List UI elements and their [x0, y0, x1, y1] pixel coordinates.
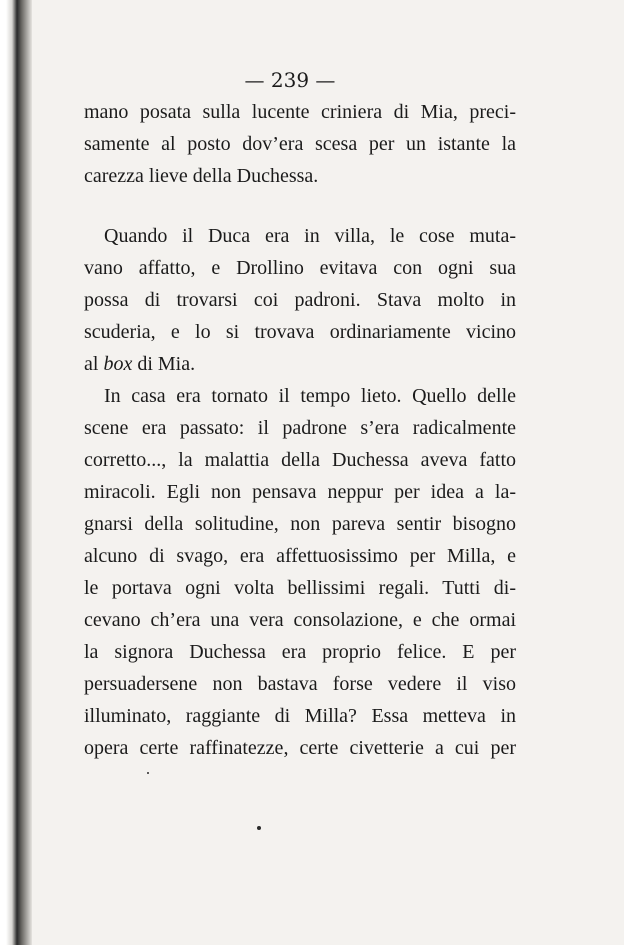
text-line: illuminato, raggiante di Milla? Essa metteva in: [84, 705, 516, 727]
ink-speck: [147, 772, 149, 774]
text-line: gnarsi della solitudine, non pareva sentir bisogno: [84, 513, 516, 535]
paragraph: [84, 220, 516, 380]
italic-word: box: [103, 353, 133, 375]
text-line: le portava ogni volta bellissimi regali. Tutti di-: [84, 577, 516, 599]
text-line: possa di trovarsi coi padroni. Stava molto in: [84, 289, 516, 311]
text-line: mano posata sulla lucente criniera di Mia, preci-: [84, 101, 516, 123]
text-line: alcuno di svago, era affettuosissimo per Milla, e: [84, 545, 516, 567]
paragraph: [84, 380, 516, 764]
text-line: miracoli. Egli non pensava neppur per idea a la-: [84, 481, 516, 503]
text-line: al box di Mia.: [84, 353, 196, 375]
text-line: vano affatto, e Drollino evitava con ogni sua: [84, 257, 516, 279]
ink-speck: [257, 826, 261, 830]
paragraph: [84, 96, 516, 192]
text-line: scuderia, e lo si trovava ordinariamente vicino: [84, 321, 516, 343]
page-binding-edge: [0, 0, 32, 945]
text-line: Quando il Duca era in villa, le cose muta-: [104, 225, 516, 247]
text-line: carezza lieve della Duchessa.: [84, 165, 319, 187]
text-line: cevano ch’era una vera consolazione, e che ormai: [84, 609, 516, 631]
text-line: corretto..., la malattia della Duchessa aveva fatto: [84, 449, 516, 471]
text-line: persuadersene non bastava forse vedere il viso: [84, 673, 516, 695]
text-line: samente al posto dov’era scesa per un istante la: [84, 133, 516, 155]
page-body: [84, 96, 516, 764]
text-line: opera certe raffinatezze, certe civetterie a cui per: [84, 737, 516, 759]
text-line: In casa era tornato il tempo lieto. Quello delle: [104, 385, 516, 407]
page-number-header: — 239 —: [244, 68, 336, 92]
text-line: scene era passato: il padrone s’era radicalmente: [84, 417, 516, 439]
text-line: la signora Duchessa era proprio felice. E per: [84, 641, 516, 663]
